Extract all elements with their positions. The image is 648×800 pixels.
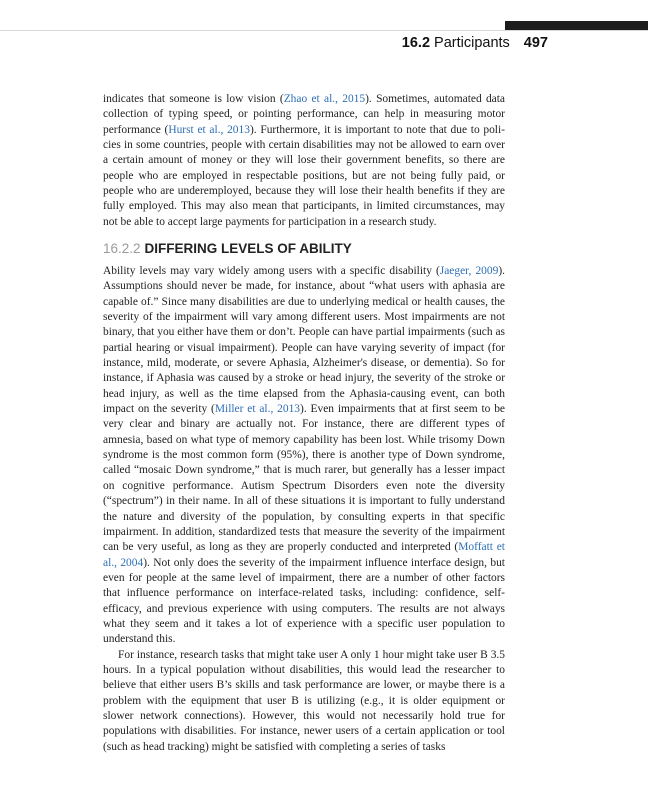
header-rule <box>0 30 648 31</box>
citation-link[interactable]: Zhao et al., 2015 <box>283 93 366 105</box>
header-accent-bar <box>505 21 648 30</box>
text-run: ). Assumptions should never be made, for instance, about “what users with aphasia are capable of.” Since many disabilities are due to underlying medical or health causes, the severity of the impairment will vary among different users. Most impairments are not binary, that you either have them or don’t. People can have partial impairments (such as partial hearing or visual impairment). People can have varying severity of impact (for instance, mild, moderate, or severe Aphasia, Alzheimer's disease, or dementia). So for instance, if Aphasia was caused by a stroke or head injury, the severity of the stroke or head injury, as well as the time elapsed from the Aphasia-causing event, can both impact on the severity ( <box>103 265 505 416</box>
citation-link[interactable]: Jaeger, 2009 <box>439 265 499 277</box>
text-run: ). Furthermore, it is important to note that due to policies in some countries, people with certain disabilities may not be allowed to earn over a certain amount of money or they will lose their government benefits, so there are people who are employed in respectable positions, but are not being fully paid, or people who are underemployed, because they will lose their health benefits if they are fully employed. This may also mean that participants, in limited circumstances, may not be able to accept large payments for participation in a research study. <box>103 123 505 228</box>
section-heading-title: DIFFERING LEVELS OF ABILITY <box>144 241 352 256</box>
body-text-top <box>103 92 505 230</box>
paragraph <box>103 264 505 648</box>
body-text-section <box>103 264 505 755</box>
text-run: ). Not only does the severity of the impairment influence interface design, but even for people at the same level of impairment, there are a number of other factors that influence performance on interface-related tasks, including: confidence, self-efficacy, and previous experience with using computers. The results are not always what they seem and it takes a lot of experience with a specific user population to understand this. <box>103 556 505 646</box>
text-run: Ability levels may vary widely among users with a specific disability ( <box>103 265 440 277</box>
text-run: indicates that someone is low vision ( <box>103 93 284 105</box>
section-heading-number: 16.2.2 <box>103 241 141 256</box>
citation-link[interactable]: Moffatt et al., 2004 <box>103 541 505 569</box>
text-run: ). Sometimes, automated data collection of typing speed, or pointing performance, can help in measuring motor performance ( <box>103 93 506 136</box>
running-head <box>402 35 548 51</box>
paragraph <box>103 92 505 230</box>
citation-link[interactable]: Hurst et al., 2013 <box>168 123 250 136</box>
text-run: ). Even impairments that at first seem to be very clear and binary are actually not. For instance, there are different types of amnesia, based on what type of memory capability has been lost. While trisomy Down syndrome is the most common form (95%), there is another type of Down syndrome, called “mosaic Down syndrome,” that is much rarer, but generally has a lesser impact on cognitive performance. Autism Spectrum Disorders even note the diversity (“spectrum”) in their name. In all of these situations it is important to fully understand the nature and diversity of the population, by consulting experts in that specific impairment. In addition, standardized tests that measure the severity of the impairment can be very useful, as long as they are properly conducted and interpreted ( <box>103 403 505 554</box>
section-heading <box>103 241 352 256</box>
paragraph: For instance, research tasks that might take user A only 1 hour might take user B 3.5 hours. In a typical population without disabilities, this would lead the researcher to believe that either users B’s skills and task performance are lower, or maybe there is a problem with the equipment that user B is utilizing (e.g., it is older equipment or slower network connections). However, this would not necessarily hold true for populations with disabilities. For instance, newer users of a certain application or tool (such as head tracking) might be satisfied with completing a series of tasks <box>103 648 505 753</box>
citation-link[interactable]: Miller et al., 2013 <box>214 403 301 416</box>
running-head-section-number: 16.2 <box>401 35 431 51</box>
running-head-section-title: Participants <box>434 35 510 51</box>
page-number: 497 <box>523 35 548 51</box>
